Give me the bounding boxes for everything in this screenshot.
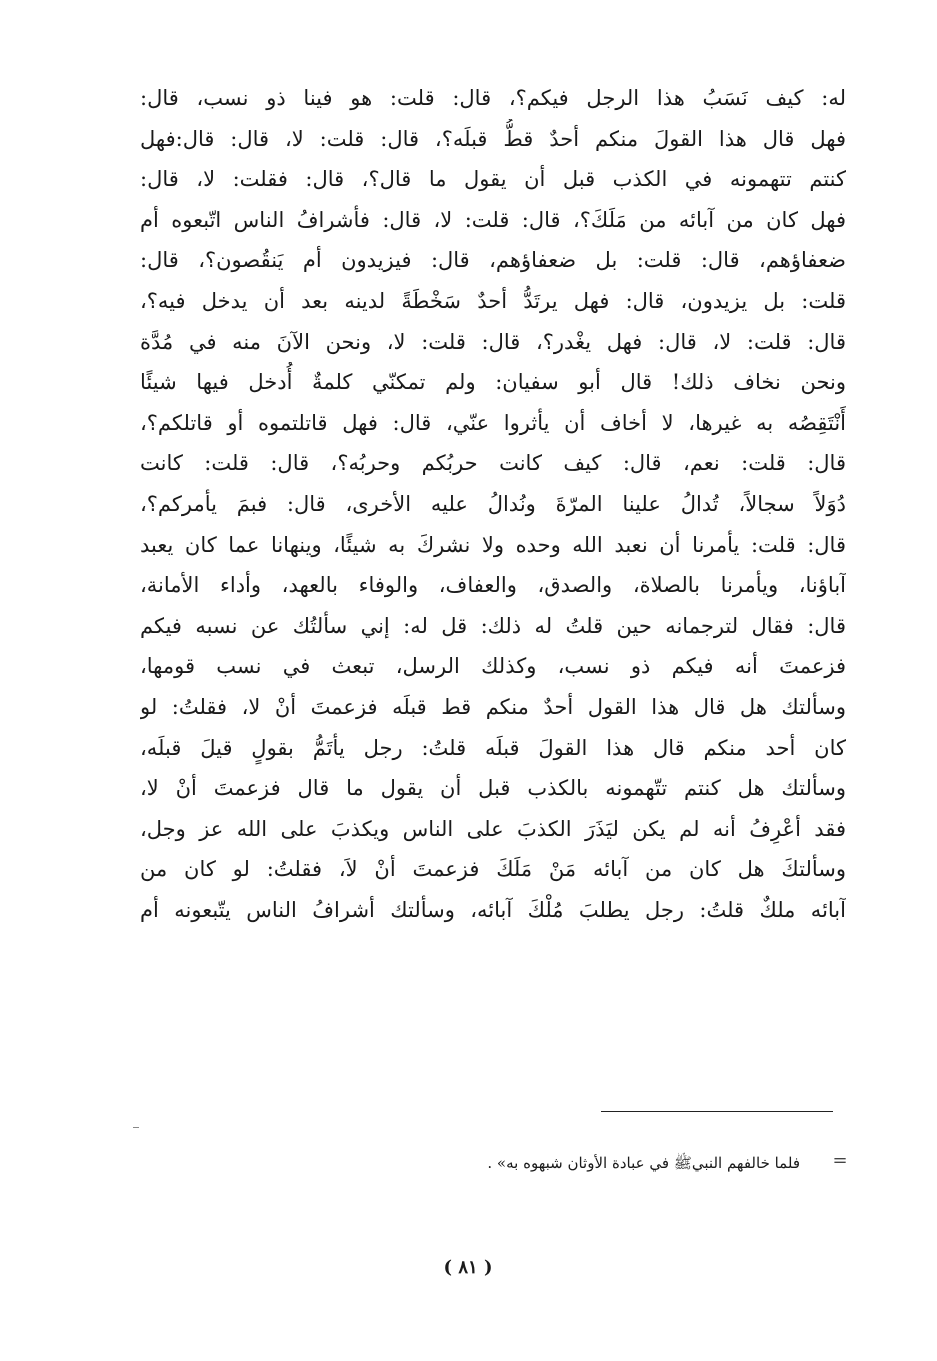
text-line: وسألتك هل كنتم تتّهمونه بالكذب قبل أن يقول ما قال فزعمتَ أنْ لا، bbox=[140, 776, 846, 801]
page-number: ( ٨١ ) bbox=[443, 1257, 493, 1278]
text-line: له: كيف نَسَبُ هذا الرجل فيكم؟، قال: قلت: هو فينا ذو نسب، قال: bbox=[140, 86, 846, 110]
text-line: فقد أعْرِفُ أنه لم يكن ليَذَرَ الكذبَ على الناس ويكذبَ على الله عز وجل، bbox=[140, 816, 846, 841]
text-line: أَنْتَقِصُه به غيرها، لا أخاف أن يأثروا عنّي، قال: فهل قاتلتموه أو قاتلكم؟، bbox=[140, 410, 846, 435]
text-line: فزعمتَ أنه فيكم ذو نسب، وكذلك الرسل، تبعث في نسب قومها، bbox=[140, 654, 846, 679]
footnote-text: فلما خالفهم النبيﷺ في عبادة الأوثان شبهوه به» . bbox=[487, 1154, 800, 1172]
text-line: آباؤنا، ويأمرنا بالصلاة، والصدق، والعفاف، والوفاء بالعهد، وأداء الأمانة، bbox=[140, 573, 846, 598]
text-line: كنتم تتهمونه في الكذب قبل أن يقول ما قال؟، قال: فقلت: لا، قال: bbox=[140, 167, 846, 192]
text-line: قلت: بل يزيدون، قال: فهل يرتَدُّ أحدٌ سَخْطَةً لدينه بعد أن يدخل فيه؟، bbox=[140, 288, 846, 313]
text-line: آبائه ملكٌ قلتُ: رجل يطلبَ مُلْكَ آبائه، وسألتك أشرافُ الناس يتّبعونه أم bbox=[140, 897, 846, 922]
footnote-separator-rule bbox=[601, 1111, 833, 1112]
text-line: وسألتك هل قال هذا القول أحدٌ منكم قط قبلَه فزعمتَ أنْ لا، فقلتُ: لو bbox=[140, 694, 846, 719]
text-line: قال: قلت: نعم، قال: كيف كانت حربُكم وحربُه؟، قال: قلت: كانت bbox=[140, 451, 846, 476]
text-line: دُوَلاً سجالاً، تُدالُ علينا المرّةَ ونُدالُ عليه الأخرى، قال: فبمَ يأمركم؟، bbox=[140, 491, 846, 516]
text-line: قال: فقال لترجمانه حين قلتُ له ذلك: قل له: إني سألتُك عن نسبه فيكم bbox=[140, 613, 846, 638]
text-line: ضعفاؤهم، قال: قلت: بل ضعفاؤهم، قال: فيزيدون أم يَنقُصون؟، قال: bbox=[140, 248, 846, 273]
text-line: وسألتكَ هل كان من آبائه مَنْ مَلَكَ فزعمتَ أنْ لاَ، فقلتُ: لو كان من bbox=[140, 857, 846, 882]
text-line: ونحن نخاف ذلك! قال أبو سفيان: ولم تمكنّي كلمةٌ أُدخل فيها شيئًا bbox=[140, 370, 846, 395]
text-line: قال: قلت: لا، قال: فهل يغْدر؟، قال: قلت: لا، ونحن الآنَ منه في مُدَّة bbox=[140, 329, 846, 354]
text-line: فهل قال هذا القولَ منكم أحدٌ قطُّ قبلَه؟، قال: قلت: لا، قال: قال:فهل bbox=[140, 126, 846, 151]
text-line: فهل كان من آبائه من مَلَكَ؟، قال: قلت: لا، قال: فأشرافُ الناس اتّبعوه أم bbox=[140, 207, 846, 232]
margin-mark bbox=[133, 1127, 139, 1128]
text-line: كان أحد منكم قال هذا القولَ قبلَه قلتُ: رجل يأتَمُّ بقولٍ قيلَ قبلَه، bbox=[140, 735, 846, 760]
text-line: قال: قلت: يأمرنا أن نعبد الله وحده ولا نشركَ به شيئًا، وينهانا عما كان يعبد bbox=[140, 532, 846, 557]
footnote-continuation-mark: = bbox=[832, 1150, 848, 1171]
main-text-block bbox=[140, 78, 846, 930]
